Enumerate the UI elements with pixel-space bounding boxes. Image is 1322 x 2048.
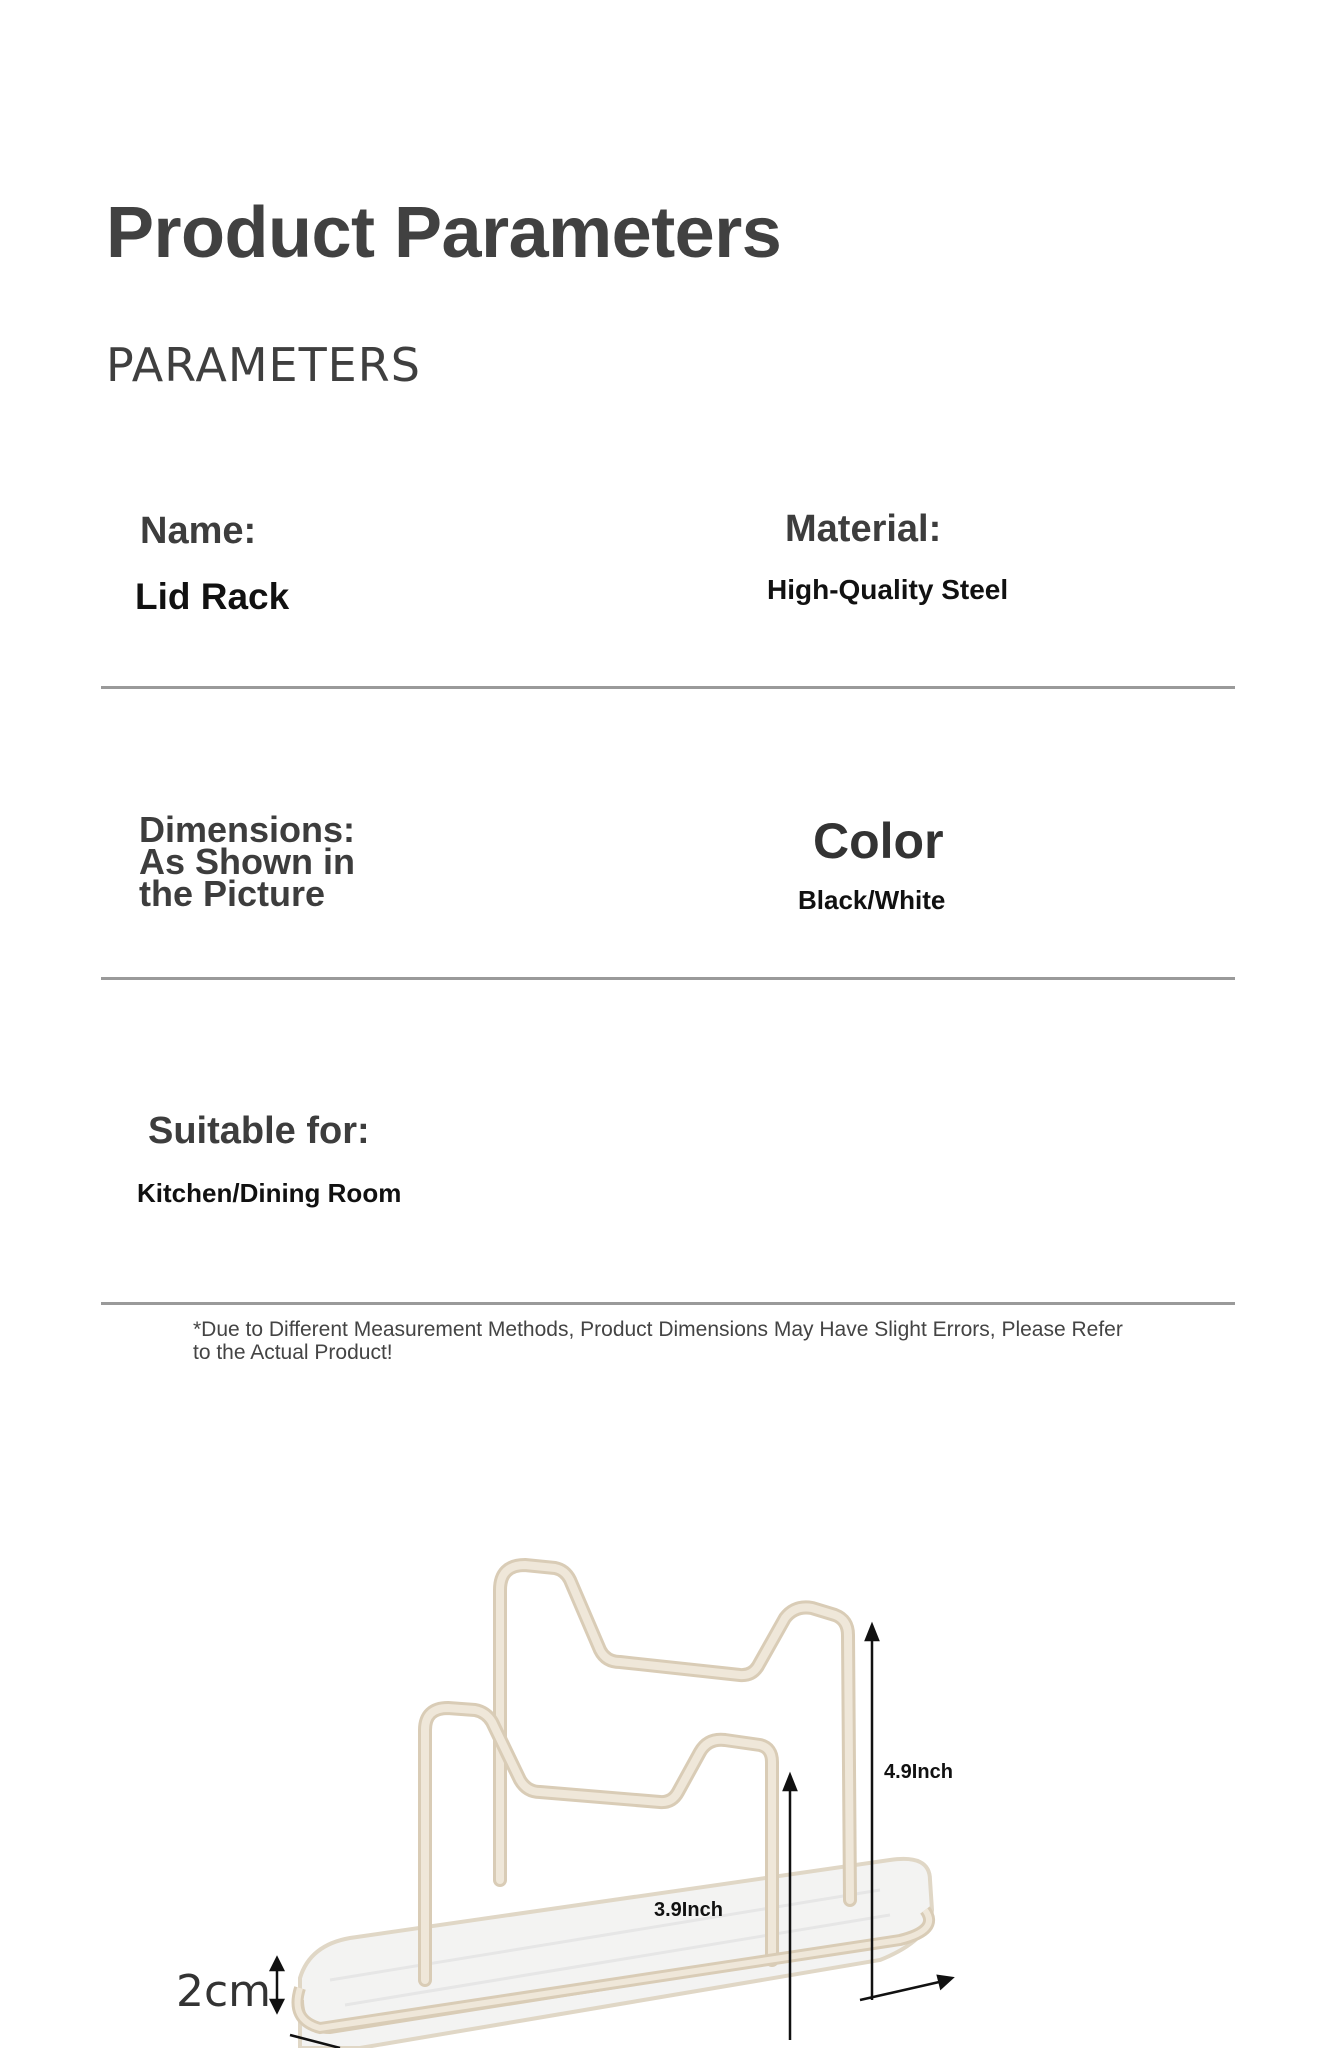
divider: [101, 1302, 1235, 1305]
height-label: 4.9Inch: [884, 1761, 953, 1783]
suitable-value: Kitchen/Dining Room: [137, 1178, 402, 1208]
dimensions-label-line1: Dimensions:: [139, 809, 356, 850]
inner-height-label: 3.9Inch: [654, 1899, 723, 1921]
base-height-label: 2cm: [176, 1966, 272, 2017]
dimensions-label-line2: As Shown in: [139, 841, 355, 882]
name-value: Lid Rack: [135, 576, 290, 617]
page-title: Product Parameters: [106, 193, 782, 273]
rack-back-frame: [500, 1565, 850, 1900]
dimensions-label-line3: the Picture: [139, 873, 326, 914]
divider: [101, 977, 1235, 980]
material-value: High-Quality Steel: [767, 574, 1009, 605]
name-label: Name:: [140, 510, 257, 552]
measurement-note: *Due to Different Measurement Methods, Product Dimensions May Have Slight Errors, Please Refer to the Actual Product!: [193, 1318, 1123, 1364]
lid-rack-illustration: [0, 1440, 1322, 2048]
material-label: Material:: [785, 508, 942, 550]
color-value: Black/White: [798, 885, 946, 915]
divider: [101, 686, 1235, 689]
section-subtitle: PARAMETERS: [106, 338, 421, 392]
suitable-label: Suitable for:: [148, 1110, 370, 1152]
color-label: Color: [813, 813, 944, 869]
dimensions-label: [139, 809, 356, 914]
